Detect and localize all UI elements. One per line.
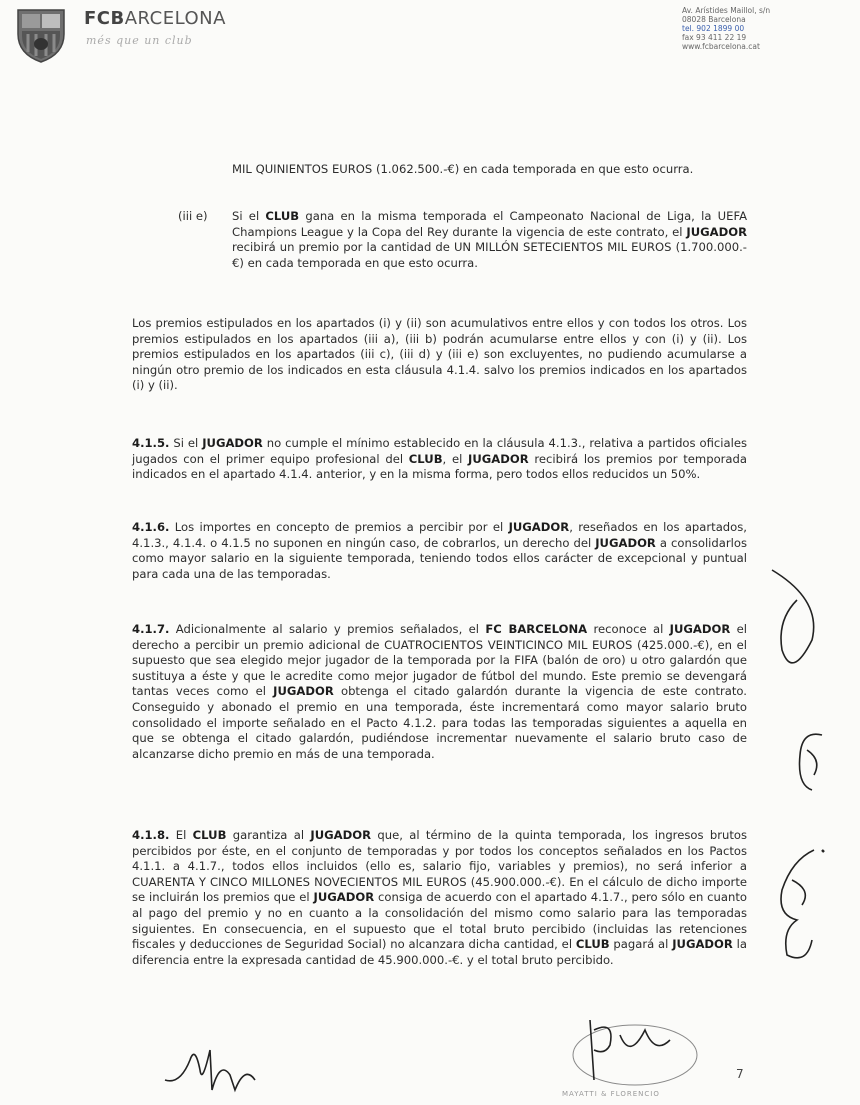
paragraph-accumulation: Los premios estipulados en los apartados (i) y (ii) son acumulativos entre ellos y con todos los otros. Los premios estipulados en los apartados (iii a), (iii b) podrán acumularse entre ellos y con (i) y (ii). Los premios estipulados en los apartados (iii c), (iii d) y (iii e) son excluyentes, no pudiendo acumularse a ningún otro premio de los indicados en esta cláusula 4.1.4. salvo los premios indicados en los apartados (i) y (ii).	[132, 316, 747, 393]
clause-4-1-8: 4.1.8. El CLUB garantiza al JUGADOR que, al término de la quinta temporada, los ingresos brutos percibidos por éste, en el conjunto de temporadas y por todos los conceptos señalados en los Pactos 4.1.1. a 4.1.7., todos ellos incluidos (ello es, salario fijo, variables y premios), no será inferior a CUARENTA Y CINCO MILLONES NOVECIENTOS MIL EUROS (45.900.000.-€). En el cálculo de dicho importe se incluirán los premios que el JUGADOR consiga de acuerdo con el apartado 4.1.7., pero sólo en cuanto al pago del premio y no en cuanto a la consolidación del mismo como salario para las temporadas siguientes. En consecuencia, en el supuesto que el total bruto percibido (incluidas las retenciones fiscales y deducciones de Seguridad Social) no alcanzara dicha cantidad, el CLUB pagará al JUGADOR la diferencia entre la expresada cantidad de 45.900.000.-€. y el total bruto percibido.	[132, 828, 747, 967]
stamp-caption: MAYATTI & FLORENCIO	[562, 1090, 660, 1098]
margin-signature-icon	[752, 560, 852, 980]
page-number: 7	[736, 1067, 744, 1081]
notary-stamp-icon	[560, 1010, 710, 1090]
bottom-left-signature-icon	[160, 1030, 270, 1100]
fcb-crest-icon	[14, 4, 68, 64]
clause-4-1-5: 4.1.5. Si el JUGADOR no cumple el mínimo establecido en la cláusula 4.1.3., relativa a partidos oficiales jugados con el primer equipo profesional del CLUB, el JUGADOR recibirá los premios por temporada indicados en el apartado 4.1.4. anterior, y en la misma forma, pero todos ellos reducidos un 50%.	[132, 436, 748, 482]
paragraph-iii-e: Si el CLUB gana en la misma temporada el Campeonato Nacional de Liga, la UEFA Champions League y la Copa del Rey durante la vigencia de este contrato, el JUGADOR recibirá un premio por la cantidad de UN MILLÓN SETECIENTOS MIL EUROS (1.700.000.-€) en cada temporada en que esto ocurra.	[232, 209, 747, 270]
paragraph-continuation: MIL QUINIENTOS EUROS (1.062.500.-€) en cada temporada en que esto ocurra.	[232, 162, 694, 176]
brand-tagline: més que un club	[86, 34, 193, 47]
item-label-iii-e: (iii e)	[178, 209, 208, 223]
clause-4-1-6: 4.1.6. Los importes en concepto de premios a percibir por el JUGADOR, reseñados en los apartados, 4.1.3., 4.1.4. o 4.1.5 no suponen en ningún caso, de cobrarlos, un derecho del JUGADOR a consolidarlos como mayor salario en la siguiente temporada, teniendo todos ellos carácter de excepcional y puntual para cada una de las temporadas.	[132, 520, 747, 581]
clause-4-1-7: 4.1.7. Adicionalmente al salario y premios señalados, el FC BARCELONA reconoce al JUGADOR el derecho a percibir un premio adicional de CUATROCIENTOS VEINTICINCO MIL EUROS (425.000.-€), en el supuesto que sea elegido mejor jugador de la temporada por la FIFA (balón de oro) u otro galardón que sustituya a éste y que le acredite como mejor jugador de fútbol del mundo. Este premio se devengará tantas veces como el JUGADOR obtenga el citado galardón durante la vigencia de este contrato. Conseguido y abonado el premio en una temporada, éste incrementará como mayor salario bruto consolidado el importe señalado en el Pacto 4.1.2. para todas las temporadas siguientes a aquella en que se obtenga el citado galardón, pudiéndose incrementar nuevamente el salario bruto caso de alcanzarse dicho premio en más de una temporada.	[132, 622, 747, 761]
club-address: Av. Arístides Maillol, s/n 08028 Barcelona tel. 902 1899 00 fax 93 411 22 19 www.fcbarcelona.cat	[682, 6, 771, 51]
brand-name: FCBARCELONA	[84, 8, 226, 29]
